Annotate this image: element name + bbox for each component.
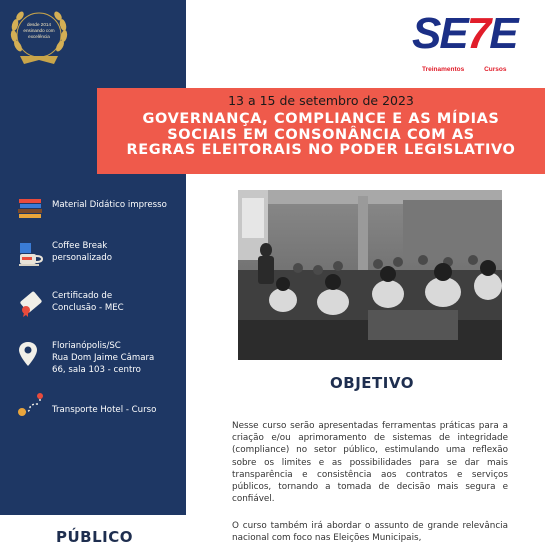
objective-paragraph-1: Nesse curso serão apresentadas ferramentas práticas para a criação e/ou aprimoramento de sistemas de integridade (compliance) no setor público, estimulando uma reflexão sobre os limites e as possibilidades para se dar mais transparência e consistência aos contratos e serviços públicos, tornando a tomada de decisão mais segura e confiável. (232, 421, 508, 505)
feature-text: 66, sala 103 - centro (52, 365, 141, 375)
logo-se: SE (412, 9, 467, 58)
feature-material (16, 193, 167, 221)
feature-label (52, 390, 156, 416)
feature-text: Rua Dom Jaime Câmara (52, 353, 155, 363)
coffee-cup-icon (16, 240, 46, 268)
event-title-line-2: SOCIAIS EM CONSONÂNCIA COM AS (167, 126, 475, 143)
feature-label (52, 340, 154, 376)
event-title-line-1: GOVERNANÇA, COMPLIANCE E AS MÍDIAS (142, 111, 500, 127)
badge-text (6, 22, 72, 40)
event-date: 13 a 15 de setembro de 2023 (228, 93, 414, 108)
feature-text: Certificado de (52, 291, 113, 301)
route-icon (16, 390, 46, 418)
feature-label (52, 193, 167, 211)
logo-wordmark (412, 9, 517, 58)
objective-heading: OBJETIVO (330, 374, 414, 392)
feature-location (16, 340, 154, 376)
certificate-icon (16, 290, 46, 318)
logo-sub-left: Treinamentos (422, 66, 465, 73)
se7e-logo (412, 6, 530, 84)
publico-heading: PÚBLICO (56, 528, 134, 545)
classroom-photo-image (238, 190, 502, 360)
feature-text: Transporte Hotel - Curso (52, 405, 157, 415)
event-title-box (97, 88, 545, 174)
event-title-line-3: REGRAS ELEITORAIS NO PODER LEGISLATIVO (126, 142, 516, 158)
badge-line-1: desde 2014 (26, 22, 51, 27)
feature-transport (16, 390, 156, 418)
laurel-badge (6, 4, 72, 70)
objective-paragraph-2: O curso também irá abordar o assunto de grande relevância nacional com foco nas Eleições Municipais, (232, 521, 508, 544)
feature-text: Material Didático impresso (52, 200, 167, 210)
feature-text: Coffee Break (52, 241, 108, 251)
logo-sub-right: Cursos (484, 66, 507, 73)
location-pin-icon (16, 340, 46, 368)
feature-text: personalizado (52, 253, 112, 263)
badge-line-3: excelência (28, 34, 50, 39)
feature-coffee (16, 240, 112, 268)
logo-seven: 7 (466, 9, 490, 58)
classroom-photo (238, 190, 502, 360)
feature-text: Conclusão - MEC (52, 303, 124, 313)
feature-text: Florianópolis/SC (52, 341, 121, 351)
feature-certificate (16, 290, 124, 318)
badge-line-2: ensinando com (23, 28, 55, 33)
event-title (97, 112, 545, 159)
feature-label (52, 240, 112, 264)
logo-e: E (489, 9, 517, 58)
feature-label (52, 290, 124, 314)
books-icon (16, 193, 46, 221)
logo-subtitle (422, 66, 506, 73)
